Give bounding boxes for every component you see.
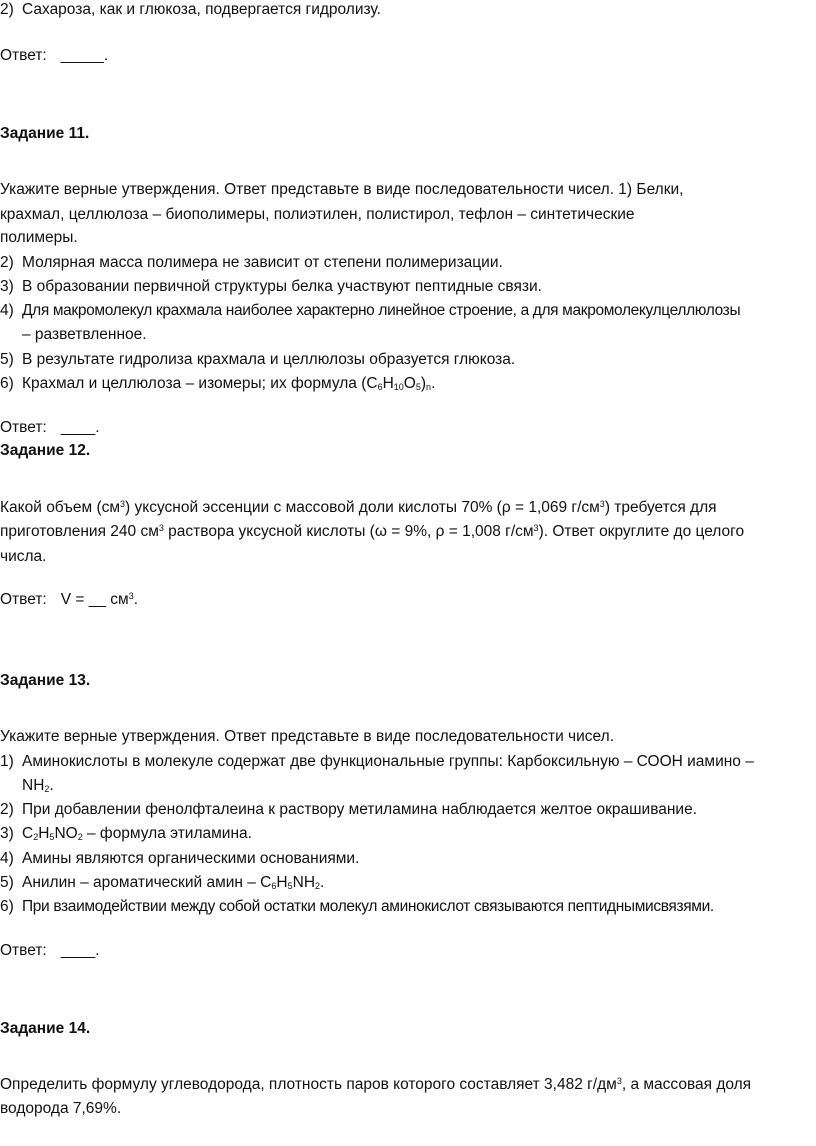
item-number: 4) (0, 850, 14, 867)
list-item-continuation: – разветвленное. (22, 326, 147, 343)
formula-part: О (403, 375, 416, 392)
formula-part: C (22, 825, 34, 842)
subscript: 2 (33, 832, 39, 842)
formula-part: . (49, 777, 54, 794)
task-13-intro: Укажите верные утверждения. Ответ представьте в виде последовательности чисел. (0, 728, 614, 745)
item-text: Аминокислоты в молекуле содержат две функциональные группы: Карбоксильную – СООН иамино – (22, 753, 754, 770)
answer-label: Ответ: (0, 419, 47, 436)
item-number: 1) (0, 753, 14, 770)
list-item (0, 277, 542, 297)
task-12-line-1 (0, 498, 717, 518)
list-item (0, 253, 503, 273)
answer-blank: _____. (60, 47, 109, 64)
list-item-continuation (22, 776, 54, 796)
task-11-title: Задание 11. (0, 125, 90, 142)
list-item (0, 350, 515, 370)
item-text: Сахароза, как и глюкоза, подвергается гидролизу. (22, 1, 381, 18)
formula-part: . (320, 874, 325, 891)
text-part: ) требуется для (604, 499, 717, 516)
task-12-title: Задание 12. (0, 442, 91, 459)
item-text: В результате гидролиза крахмала и целлюлозы образуется глюкоза. (22, 351, 516, 368)
superscript: 3 (616, 1076, 622, 1086)
item-text: Анилин – ароматический амин – C (22, 874, 272, 891)
list-item (0, 752, 754, 772)
item-number: 5) (0, 874, 14, 891)
text-part: , а массовая доля (621, 1076, 752, 1093)
list-item (0, 301, 740, 321)
task-13-title: Задание 13. (0, 672, 91, 689)
item-number: 5) (0, 351, 14, 368)
subscript: 2 (77, 832, 83, 842)
text-part: раствора уксусной кислоты (ω = 9%, ρ = 1,008 г/см (163, 523, 534, 540)
item-number: 2) (0, 801, 14, 818)
text-part: Какой объем (см (0, 499, 121, 516)
answer-line (0, 46, 108, 66)
superscript: 3 (120, 499, 126, 509)
task-14-line-1 (0, 1075, 751, 1095)
item-text: В образовании первичной структуры белка участвуют пептидные связи. (22, 278, 542, 295)
item-text: Для макромолекул крахмала наиболее характерно линейное строение, а для макромолекулцеллюлозы (22, 302, 741, 319)
subscript: 10 (393, 382, 404, 392)
list-item (0, 897, 714, 917)
item-number: 3) (0, 278, 14, 295)
formula-part: NH (292, 874, 316, 891)
item-text: Молярная масса полимера не зависит от степени полимеризации. (22, 254, 503, 271)
answer-label: Ответ: (0, 591, 47, 608)
list-item (0, 0, 381, 20)
text-part: Определить формулу углеводорода, плотность паров которого составляет 3,482 г/дм (0, 1076, 617, 1093)
task-11-intro-line-2: крахмал, целлюлоза – биополимеры, полиэтилен, полистирол, тефлон – синтетические (0, 206, 635, 223)
list-item (0, 873, 324, 893)
task-11-intro-line-3: полимеры. (0, 229, 78, 246)
subscript: 2 (44, 784, 50, 794)
item-text: – формула этиламина. (82, 825, 252, 842)
task-12-line-2 (0, 522, 744, 542)
subscript: 6 (377, 382, 383, 392)
list-item (0, 374, 435, 394)
superscript: 3 (128, 591, 134, 601)
formula-part: Н (382, 375, 394, 392)
formula-part: H (276, 874, 288, 891)
subscript: 6 (271, 881, 277, 891)
superscript: 3 (533, 523, 539, 533)
item-number: 2) (0, 1, 14, 18)
task-14-title: Задание 14. (0, 1020, 91, 1037)
item-number: 4) (0, 302, 14, 319)
answer-end: . (133, 591, 139, 608)
answer-blank: ____. (60, 942, 100, 959)
item-text: Амины являются органическими основаниями. (22, 850, 360, 867)
item-number: 3) (0, 825, 14, 842)
item-number: 2) (0, 254, 14, 271)
subscript: 2 (315, 881, 321, 891)
subscript: 5 (415, 382, 421, 392)
answer-line (0, 418, 100, 438)
formula-part: H (38, 825, 50, 842)
answer-label: Ответ: (0, 47, 47, 64)
item-text: При взаимодействии между собой остатки молекул аминокислот связываются пептиднымисвязями. (22, 898, 714, 915)
formula-part: ) (420, 375, 427, 392)
item-number: 6) (0, 898, 14, 915)
text-part: приготовления 240 см (0, 523, 159, 540)
answer-value: V = __ см (60, 591, 129, 608)
subscript: n (426, 382, 432, 392)
task-14-line-2: водорода 7,69%. (0, 1100, 122, 1117)
superscript: 3 (599, 499, 605, 509)
formula-part: NO (54, 825, 78, 842)
formula-part: NH (22, 777, 45, 794)
subscript: 5 (287, 881, 293, 891)
list-item (0, 849, 359, 869)
list-item (0, 824, 252, 844)
list-item (0, 800, 697, 820)
answer-line (0, 590, 138, 610)
item-number: 6) (0, 375, 14, 392)
answer-label: Ответ: (0, 942, 47, 959)
task-12-line-3: числа. (0, 548, 47, 565)
subscript: 5 (49, 832, 55, 842)
item-text: При добавлении фенолфталеина к раствору метиламина наблюдается желтое окрашивание. (22, 801, 698, 818)
task-11-intro-line-1: Укажите верные утверждения. Ответ представьте в виде последовательности чисел. 1) Белки, (0, 181, 684, 198)
formula-part: . (431, 375, 436, 392)
superscript: 3 (158, 523, 164, 533)
answer-blank: ____. (60, 419, 100, 436)
item-text: Крахмал и целлюлоза – изомеры; их формула (С (22, 375, 378, 392)
answer-line (0, 941, 100, 961)
text-part: ). Ответ округлите до целого (538, 523, 745, 540)
text-part: ) уксусной эссенции с массовой доли кислоты 70% (ρ = 1,069 г/см (125, 499, 600, 516)
